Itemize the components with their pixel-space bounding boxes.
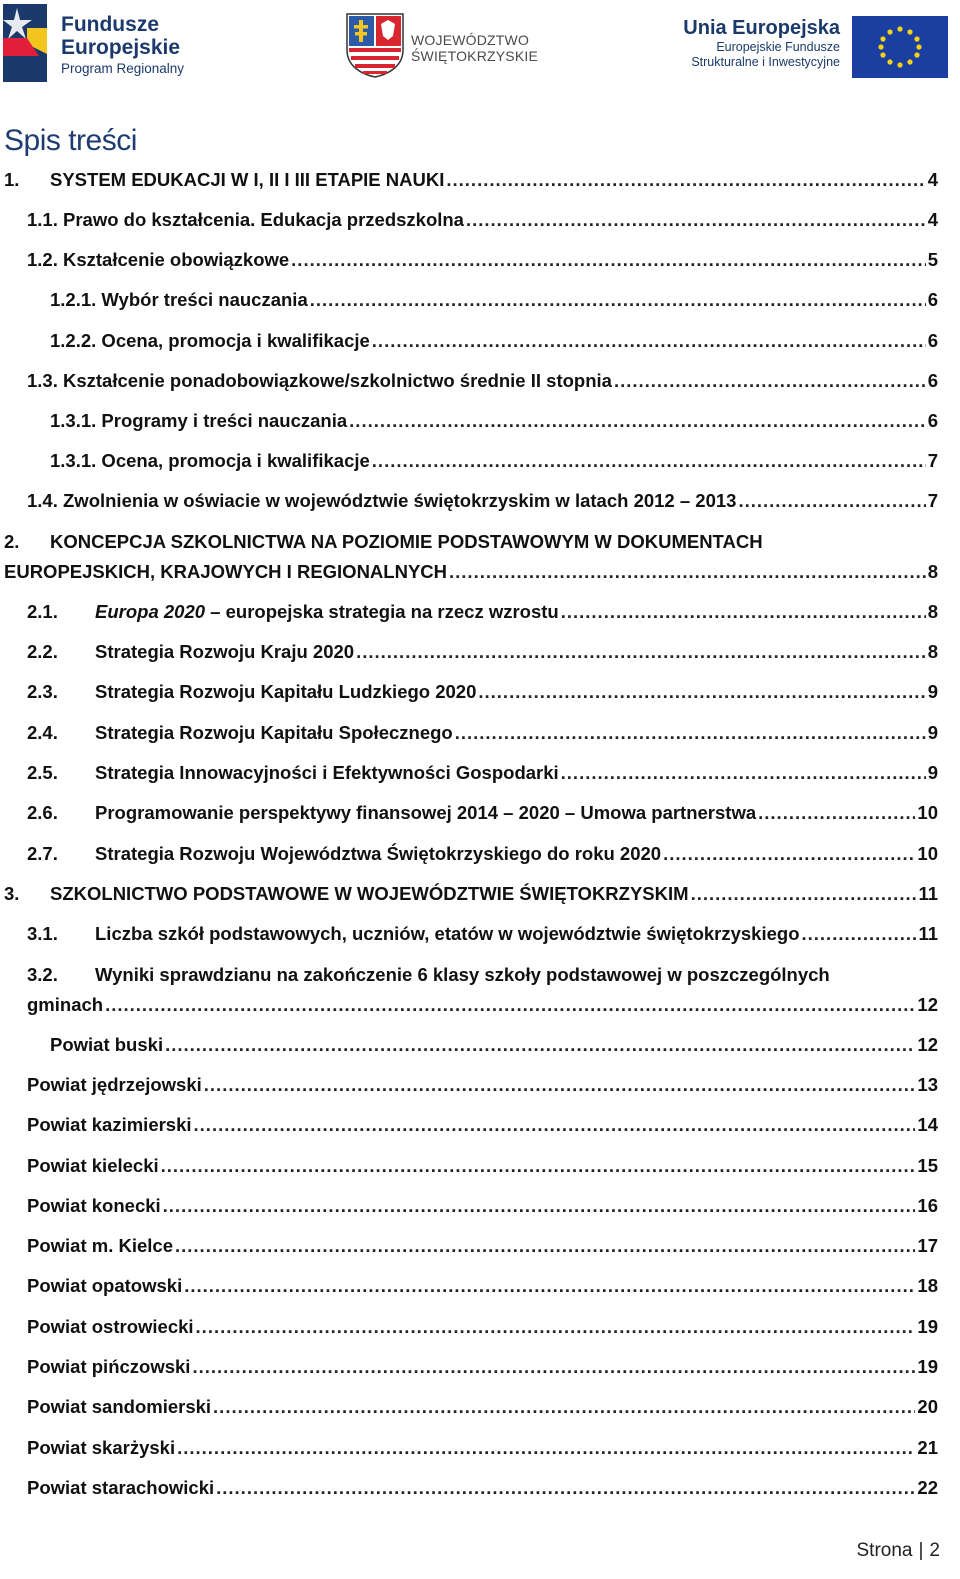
toc-entry-page: 21 [917, 1437, 938, 1458]
toc-dot-leader [561, 758, 926, 788]
toc-entry[interactable] [0, 165, 960, 195]
toc-entry-title: Wyniki sprawdzianu na zakończenie 6 klasy szkoły podstawowej w poszczególnych [95, 964, 830, 985]
toc-entry[interactable] [0, 1070, 960, 1100]
toc-entry[interactable] [0, 205, 960, 235]
toc-entry-page: 15 [917, 1155, 938, 1176]
footer-separator: | [918, 1540, 924, 1561]
toc-entry-title: Strategia Rozwoju Kapitału Ludzkiego 2020 [95, 681, 477, 702]
toc-dot-leader [213, 1392, 915, 1422]
toc-dot-leader [691, 879, 917, 909]
toc-entry-page: 17 [917, 1235, 938, 1256]
toc-entry[interactable] [0, 1110, 960, 1140]
toc-entry-title: 1.3.1. Ocena, promocja i kwalifikacje [50, 450, 370, 471]
ws-line-1: WOJEWÓDZTWO [411, 32, 530, 48]
toc-entry-title: Powiat ostrowiecki [27, 1316, 194, 1337]
toc-entry-number: 3.1. [27, 923, 58, 944]
toc-entry-title: 1.3. Kształcenie ponadobowiązkowe/szkolnictwo średnie II stopnia [27, 370, 612, 391]
toc-entry-page: 6 [927, 410, 938, 431]
toc-entry-page: 20 [917, 1396, 938, 1417]
toc-entry-title: 1.1. Prawo do kształcenia. Edukacja przedszkolna [27, 209, 464, 230]
fe-line-2: Europejskie [61, 36, 181, 59]
ue-line-1: Unia Europejska [683, 17, 840, 39]
toc-entry-title: Powiat m. Kielce [27, 1235, 173, 1256]
toc-entry-title: Powiat konecki [27, 1195, 161, 1216]
toc-entry-title: Powiat sandomierski [27, 1396, 212, 1417]
toc-entry-number: 2. [4, 531, 20, 552]
toc-entry-page: 8 [927, 601, 938, 622]
toc-entry[interactable] [0, 597, 960, 627]
unia-europejska-logo [664, 14, 948, 80]
toc-entry-page: 9 [927, 681, 938, 702]
toc-entry-title: Powiat opatowski [27, 1275, 183, 1296]
toc-entry-title: 1.2. Kształcenie obowiązkowe [27, 249, 290, 270]
toc-dot-leader [466, 205, 926, 235]
toc-entry[interactable] [0, 366, 960, 396]
toc-entry-title: Powiat starachowicki [27, 1477, 215, 1498]
toc-entry-page: 9 [927, 722, 938, 743]
toc-dot-leader [455, 718, 926, 748]
fe-line-3: Program Regionalny [61, 61, 185, 76]
toc-entry-title: Strategia Rozwoju Kapitału Społecznego [95, 722, 453, 743]
toc-entry-page: 18 [917, 1275, 938, 1296]
toc-entry-title-cont: EUROPEJSKICH, KRAJOWYCH I REGIONALNYCH [4, 561, 448, 582]
toc-entry-title: 1.2.2. Ocena, promocja i kwalifikacje [50, 330, 370, 351]
toc-dot-leader [356, 637, 926, 667]
toc-entry-page: 4 [927, 209, 938, 230]
toc-entry[interactable] [0, 1352, 960, 1382]
toc-entry-title: KONCEPCJA SZKOLNICTWA NA POZIOMIE PODSTAWOWYM W DOKUMENTACH [50, 531, 763, 552]
toc-entry[interactable] [0, 1473, 960, 1503]
toc-dot-leader [177, 1433, 915, 1463]
toc-entry[interactable] [0, 919, 960, 949]
toc-entry[interactable] [0, 446, 960, 476]
toc-entry[interactable] [0, 406, 960, 436]
toc-entry-title: Strategia Rozwoju Kraju 2020 [95, 641, 355, 662]
toc-entry[interactable] [0, 718, 960, 748]
toc-entry-page: 6 [927, 330, 938, 351]
toc-dot-leader [478, 677, 925, 707]
toc-entry-page: 22 [917, 1477, 938, 1498]
toc-entry-page: 13 [917, 1074, 938, 1095]
toc-entry-number: 2.3. [27, 681, 58, 702]
toc-entry-number: 2.2. [27, 641, 58, 662]
toc-entry-title: Powiat buski [50, 1034, 164, 1055]
toc-dot-leader [184, 1271, 915, 1301]
toc-dot-leader [561, 597, 926, 627]
toc-dot-leader [802, 919, 917, 949]
toc-entry-number: 2.6. [27, 802, 58, 823]
toc-entry[interactable] [0, 1433, 960, 1463]
toc-entry-number: 1. [4, 169, 20, 190]
toc-entry[interactable] [0, 486, 960, 516]
fundusze-europejskie-logo [3, 4, 203, 84]
toc-entry[interactable] [0, 798, 960, 828]
toc-dot-leader [372, 446, 926, 476]
page-footer [857, 1540, 941, 1562]
toc-entry[interactable] [0, 326, 960, 356]
fe-line-1: Fundusze [61, 13, 159, 36]
toc-entry-title: Powiat kazimierski [27, 1114, 192, 1135]
toc-entry-title: – europejska strategia na rzecz wzrostu [205, 601, 559, 622]
toc-entry-title: Powiat pińczowski [27, 1356, 191, 1377]
toc-dot-leader [663, 839, 915, 869]
toc-entry-title-cont: gminach [27, 994, 104, 1015]
toc-entry-title: SZKOLNICTWO PODSTAWOWE W WOJEWÓDZTWIE ŚWIĘTOKRZYSKIM [50, 883, 689, 904]
toc-entry[interactable] [0, 964, 960, 1020]
toc-entry-page: 11 [918, 923, 938, 944]
toc-entry[interactable] [0, 1392, 960, 1422]
toc-entry[interactable] [0, 677, 960, 707]
toc-entry-number: 2.1. [27, 601, 58, 622]
toc-dot-leader [758, 798, 915, 828]
toc-dot-leader [449, 557, 926, 587]
toc-entry-number: 3. [4, 883, 20, 904]
toc-entry-page: 10 [917, 843, 938, 864]
toc-entry[interactable] [0, 1312, 960, 1342]
toc-dot-leader [163, 1191, 916, 1221]
toc-entry-page: 19 [917, 1356, 938, 1377]
toc-entry[interactable] [0, 1191, 960, 1221]
toc-entry-title: Programowanie perspektywy finansowej 2014 – 2020 – Umowa partnerstwa [95, 802, 757, 823]
toc-dot-leader [194, 1110, 916, 1140]
fe-star-icon [3, 4, 55, 82]
toc-dot-leader [161, 1151, 916, 1181]
toc-dot-leader [196, 1312, 916, 1342]
ue-line-3: Strukturalne i Inwestycyjne [691, 55, 840, 69]
toc-entry[interactable] [0, 1030, 960, 1060]
toc-entry-page: 8 [927, 641, 938, 662]
toc-entry-page: 8 [927, 561, 938, 582]
toc-entry[interactable] [0, 1151, 960, 1181]
toc-entry[interactable] [0, 637, 960, 667]
toc-entry-title: 1.4. Zwolnienia w oświacie w województwie świętokrzyskim w latach 2012 – 2013 [27, 490, 737, 511]
toc-entry[interactable] [0, 285, 960, 315]
coat-of-arms-icon [345, 12, 405, 78]
toc-entry-page: 7 [927, 450, 938, 471]
footer-page-number: 2 [929, 1540, 940, 1561]
toc-entry-title: Powiat skarżyski [27, 1437, 176, 1458]
toc-entry-page: 4 [927, 169, 938, 190]
page-header [0, 0, 960, 90]
toc-entry-number: 2.4. [27, 722, 58, 743]
toc-entry-title: Strategia Innowacyjności i Efektywności Gospodarki [95, 762, 559, 783]
toc-dot-leader [204, 1070, 916, 1100]
toc-dot-leader [192, 1352, 915, 1382]
toc-entry-page: 9 [927, 762, 938, 783]
toc-entry-number: 3.2. [27, 964, 58, 985]
toc-entry[interactable] [0, 531, 960, 587]
toc-entry-title: Powiat kielecki [27, 1155, 159, 1176]
toc-entry[interactable] [0, 758, 960, 788]
footer-label: Strona [856, 1540, 913, 1561]
toc-entry-title: Strategia Rozwoju Województwa Świętokrzyskiego do roku 2020 [95, 843, 662, 864]
ue-line-2: Europejskie Fundusze [716, 40, 840, 54]
toc-entry[interactable] [0, 1231, 960, 1261]
toc-entry-page: 6 [927, 289, 938, 310]
toc-entry-title-italic: Europa 2020 [95, 601, 206, 622]
toc-dot-leader [446, 165, 925, 195]
toc-entry-page: 19 [917, 1316, 938, 1337]
toc-entry-page: 14 [917, 1114, 938, 1135]
toc-entry-page: 10 [917, 802, 938, 823]
toc-entry[interactable] [0, 1271, 960, 1301]
toc-entry-page: 6 [927, 370, 938, 391]
toc-entry-title: 1.3.1. Programy i treści nauczania [50, 410, 348, 431]
toc-entry-page: 12 [917, 994, 938, 1015]
wojewodztwo-swietokrzyskie-logo [345, 12, 539, 82]
toc-dot-leader [216, 1473, 915, 1503]
eu-flag-icon [852, 16, 948, 78]
toc-title: Spis treści [4, 124, 137, 157]
toc-dot-leader [165, 1030, 915, 1060]
toc-entry-title: 1.2.1. Wybór treści nauczania [50, 289, 308, 310]
toc-entry-page: 7 [927, 490, 938, 511]
toc-dot-leader [349, 406, 926, 436]
toc-entry-page: 16 [917, 1195, 938, 1216]
toc-entry-number: 2.7. [27, 843, 58, 864]
toc-dot-leader [105, 990, 915, 1020]
toc-entry[interactable] [0, 879, 960, 909]
toc-entry-page: 11 [918, 883, 938, 904]
toc-entry-number: 2.5. [27, 762, 58, 783]
toc-dot-leader [614, 366, 926, 396]
ws-line-2: ŚWIĘTOKRZYSKIE [411, 48, 539, 64]
toc-entry-title: Liczba szkół podstawowych, uczniów, etatów w województwie świętokrzyskiego [95, 923, 800, 944]
toc-entry[interactable] [0, 839, 960, 869]
toc-dot-leader [291, 245, 926, 275]
toc-entry-title: SYSTEM EDUKACJI W I, II I III ETAPIE NAUKI [50, 169, 445, 190]
toc-dot-leader [372, 326, 926, 356]
toc-entry[interactable] [0, 245, 960, 275]
toc-entry-page: 12 [917, 1034, 938, 1055]
toc-dot-leader [738, 486, 925, 516]
toc-entry-page: 5 [927, 249, 938, 270]
toc-entry-title: Powiat jędrzejowski [27, 1074, 202, 1095]
toc-dot-leader [175, 1231, 915, 1261]
toc-dot-leader [310, 285, 926, 315]
